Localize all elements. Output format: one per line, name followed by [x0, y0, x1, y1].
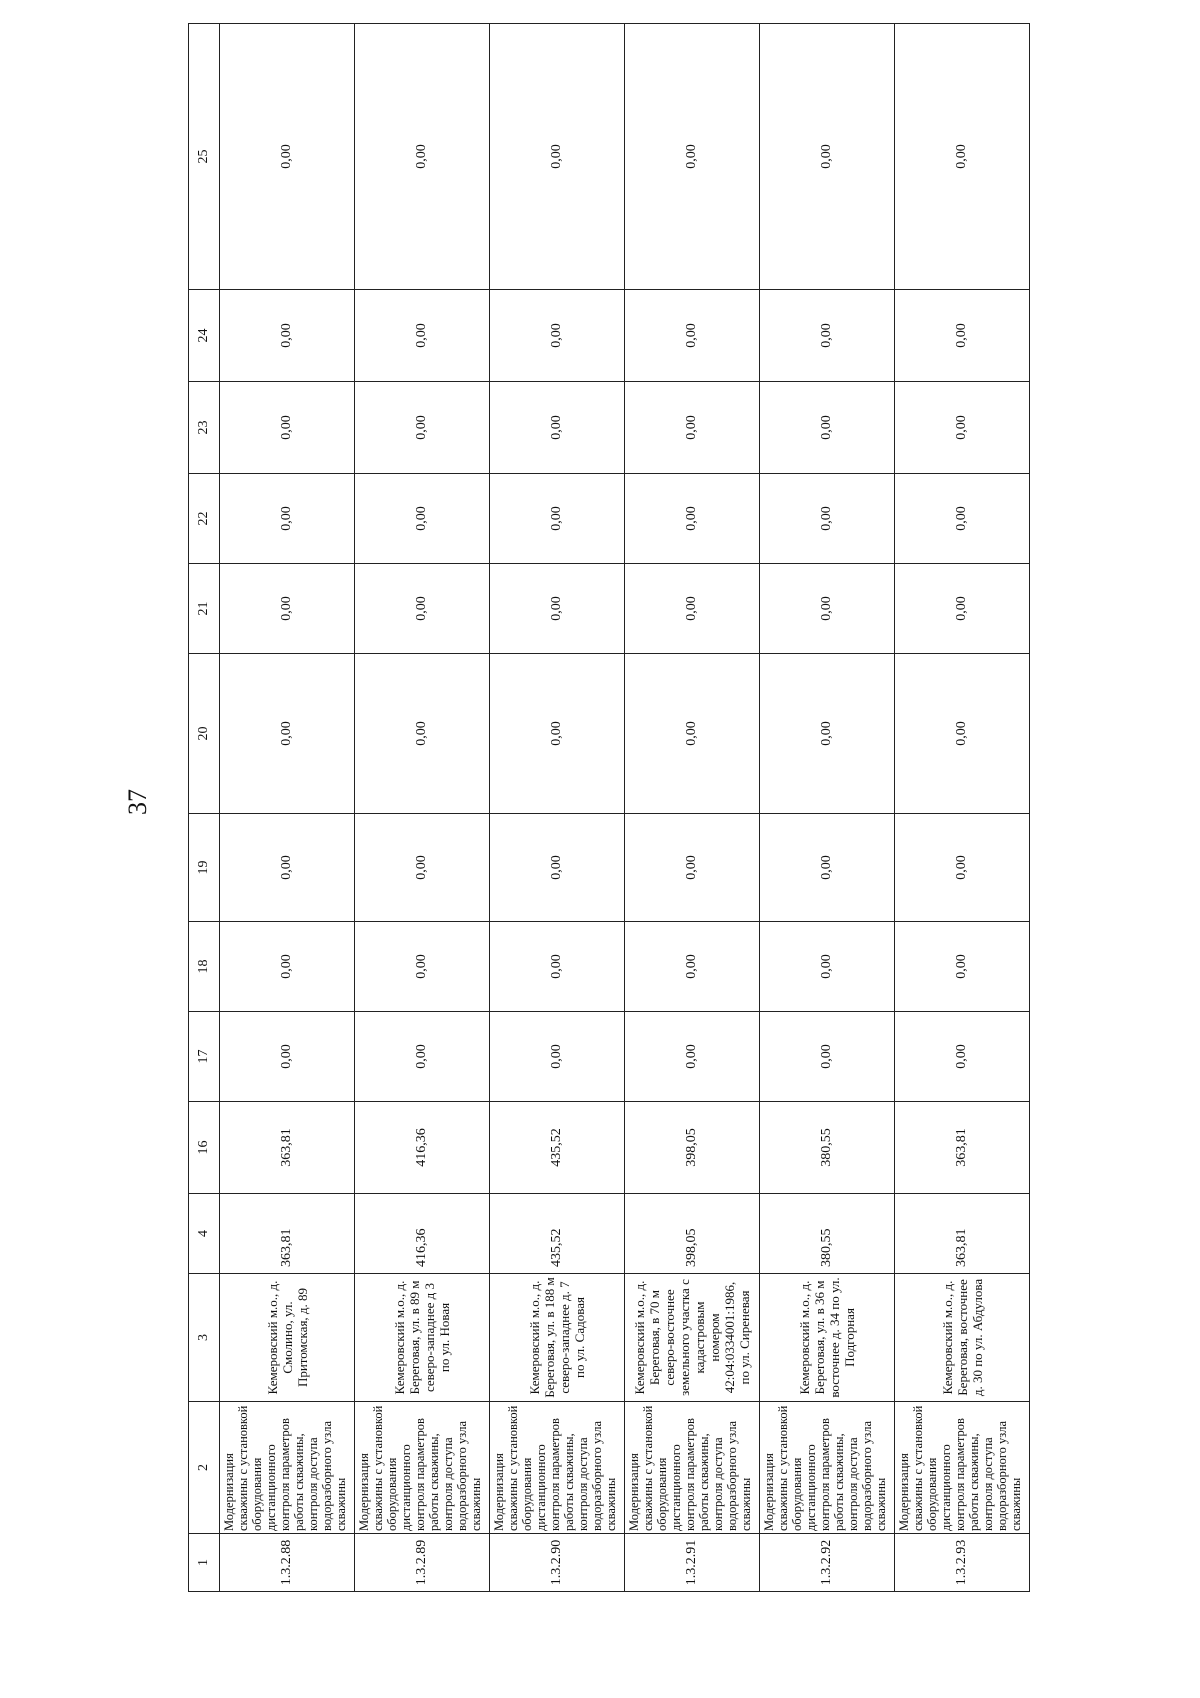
value-col-18: 0,00 — [220, 922, 355, 1012]
work-description: Модернизация скважины с установкой оборудования дистанционного контроля параметров работы скважины, контроля доступа водоразборного узла скважины — [760, 1402, 895, 1534]
row-id: 1.3.2.93 — [895, 1534, 1030, 1592]
work-description: Модернизация скважины с установкой оборудования дистанционного контроля параметров работы скважины, контроля доступа водоразборного узла скважины — [355, 1402, 490, 1534]
address: Кемеровский м.о., д. Береговая, ул. в 36 м восточнее д. 34 по ул. Подгорная — [760, 1274, 895, 1402]
row-id: 1.3.2.91 — [625, 1534, 760, 1592]
work-description: Модернизация скважины с установкой оборудования дистанционного контроля параметров работы скважины, контроля доступа водоразборного узла скважины — [895, 1402, 1030, 1534]
header-cell: 2 — [189, 1402, 220, 1534]
address: Кемеровский м.о., д. Береговая, ул. в 188 м северо-западнее д. 7 по ул. Садовая — [490, 1274, 625, 1402]
value-col-24: 0,00 — [355, 290, 490, 382]
value-col-17: 0,00 — [895, 1012, 1030, 1102]
value-col-23: 0,00 — [355, 382, 490, 474]
value-col-23: 0,00 — [625, 382, 760, 474]
value-col-23: 0,00 — [490, 382, 625, 474]
table-row — [895, 24, 1030, 1592]
value-col-23: 0,00 — [895, 382, 1030, 474]
header-cell: 21 — [189, 564, 220, 654]
value-col-17: 0,00 — [490, 1012, 625, 1102]
header-cell: 1 — [189, 1534, 220, 1592]
header-row — [189, 24, 220, 1592]
header-cell: 19 — [189, 814, 220, 922]
value-col-20: 0,00 — [220, 654, 355, 814]
table-row — [760, 24, 895, 1592]
header-cell: 3 — [189, 1274, 220, 1402]
value-col-21: 0,00 — [220, 564, 355, 654]
value-col-4: 416,36 — [355, 1194, 490, 1274]
value-col-24: 0,00 — [220, 290, 355, 382]
value-col-21: 0,00 — [625, 564, 760, 654]
value-col-24: 0,00 — [895, 290, 1030, 382]
value-col-21: 0,00 — [490, 564, 625, 654]
value-col-22: 0,00 — [490, 474, 625, 564]
address: Кемеровский м.о., д. Смолино, ул. Притомская, д. 89 — [220, 1274, 355, 1402]
header-cell: 23 — [189, 382, 220, 474]
table-row — [355, 24, 490, 1592]
value-col-25: 0,00 — [760, 24, 895, 290]
data-table — [188, 23, 1030, 1592]
value-col-21: 0,00 — [760, 564, 895, 654]
value-col-20: 0,00 — [760, 654, 895, 814]
work-description: Модернизация скважины с установкой оборудования дистанционного контроля параметров работы скважины, контроля доступа водоразборного узла скважины — [220, 1402, 355, 1534]
header-cell: 17 — [189, 1012, 220, 1102]
value-col-20: 0,00 — [355, 654, 490, 814]
value-col-22: 0,00 — [355, 474, 490, 564]
value-col-25: 0,00 — [490, 24, 625, 290]
value-col-22: 0,00 — [760, 474, 895, 564]
value-col-19: 0,00 — [220, 814, 355, 922]
row-id: 1.3.2.89 — [355, 1534, 490, 1592]
header-cell: 20 — [189, 654, 220, 814]
value-col-17: 0,00 — [220, 1012, 355, 1102]
rotated-table-wrapper — [188, 24, 1030, 1592]
table-row — [490, 24, 625, 1592]
value-col-16: 363,81 — [220, 1102, 355, 1194]
header-cell: 22 — [189, 474, 220, 564]
row-id: 1.3.2.92 — [760, 1534, 895, 1592]
value-col-17: 0,00 — [355, 1012, 490, 1102]
value-col-18: 0,00 — [625, 922, 760, 1012]
value-col-25: 0,00 — [355, 24, 490, 290]
value-col-25: 0,00 — [625, 24, 760, 290]
value-col-19: 0,00 — [355, 814, 490, 922]
work-description: Модернизация скважины с установкой оборудования дистанционного контроля параметров работы скважины, контроля доступа водоразборного узла скважины — [625, 1402, 760, 1534]
value-col-16: 398,05 — [625, 1102, 760, 1194]
value-col-4: 380,55 — [760, 1194, 895, 1274]
value-col-21: 0,00 — [355, 564, 490, 654]
value-col-18: 0,00 — [355, 922, 490, 1012]
work-description: Модернизация скважины с установкой оборудования дистанционного контроля параметров работы скважины, контроля доступа водоразборного узла скважины — [490, 1402, 625, 1534]
header-cell: 4 — [189, 1194, 220, 1274]
value-col-16: 435,52 — [490, 1102, 625, 1194]
value-col-4: 435,52 — [490, 1194, 625, 1274]
address: Кемеровский м.о., д. Береговая, восточнее д. 30 по ул. Абдулова — [895, 1274, 1030, 1402]
value-col-4: 398,05 — [625, 1194, 760, 1274]
value-col-19: 0,00 — [490, 814, 625, 922]
value-col-25: 0,00 — [220, 24, 355, 290]
value-col-19: 0,00 — [760, 814, 895, 922]
value-col-19: 0,00 — [625, 814, 760, 922]
value-col-18: 0,00 — [490, 922, 625, 1012]
header-cell: 16 — [189, 1102, 220, 1194]
address: Кемеровский м.о., д. Береговая, в 70 м северо-восточнее земельного участка с кадастровым номером 42:04:0334001:1986, по ул. Сиреневая — [625, 1274, 760, 1402]
value-col-24: 0,00 — [760, 290, 895, 382]
value-col-23: 0,00 — [220, 382, 355, 474]
address: Кемеровский м.о., д. Береговая, ул. в 89 м северо-западнее д 3 по ул. Новая — [355, 1274, 490, 1402]
value-col-22: 0,00 — [625, 474, 760, 564]
value-col-17: 0,00 — [625, 1012, 760, 1102]
value-col-20: 0,00 — [490, 654, 625, 814]
row-id: 1.3.2.88 — [220, 1534, 355, 1592]
value-col-22: 0,00 — [220, 474, 355, 564]
value-col-4: 363,81 — [220, 1194, 355, 1274]
value-col-25: 0,00 — [895, 24, 1030, 290]
table-row — [220, 24, 355, 1592]
value-col-20: 0,00 — [895, 654, 1030, 814]
page-number: 37 — [123, 789, 152, 815]
value-col-19: 0,00 — [895, 814, 1030, 922]
value-col-22: 0,00 — [895, 474, 1030, 564]
value-col-18: 0,00 — [895, 922, 1030, 1012]
header-cell: 25 — [189, 24, 220, 290]
value-col-17: 0,00 — [760, 1012, 895, 1102]
value-col-24: 0,00 — [490, 290, 625, 382]
table-row — [625, 24, 760, 1592]
header-cell: 24 — [189, 290, 220, 382]
value-col-20: 0,00 — [625, 654, 760, 814]
value-col-23: 0,00 — [760, 382, 895, 474]
value-col-24: 0,00 — [625, 290, 760, 382]
value-col-16: 363,81 — [895, 1102, 1030, 1194]
value-col-4: 363,81 — [895, 1194, 1030, 1274]
header-cell: 18 — [189, 922, 220, 1012]
row-id: 1.3.2.90 — [490, 1534, 625, 1592]
value-col-16: 416,36 — [355, 1102, 490, 1194]
value-col-16: 380,55 — [760, 1102, 895, 1194]
value-col-18: 0,00 — [760, 922, 895, 1012]
value-col-21: 0,00 — [895, 564, 1030, 654]
